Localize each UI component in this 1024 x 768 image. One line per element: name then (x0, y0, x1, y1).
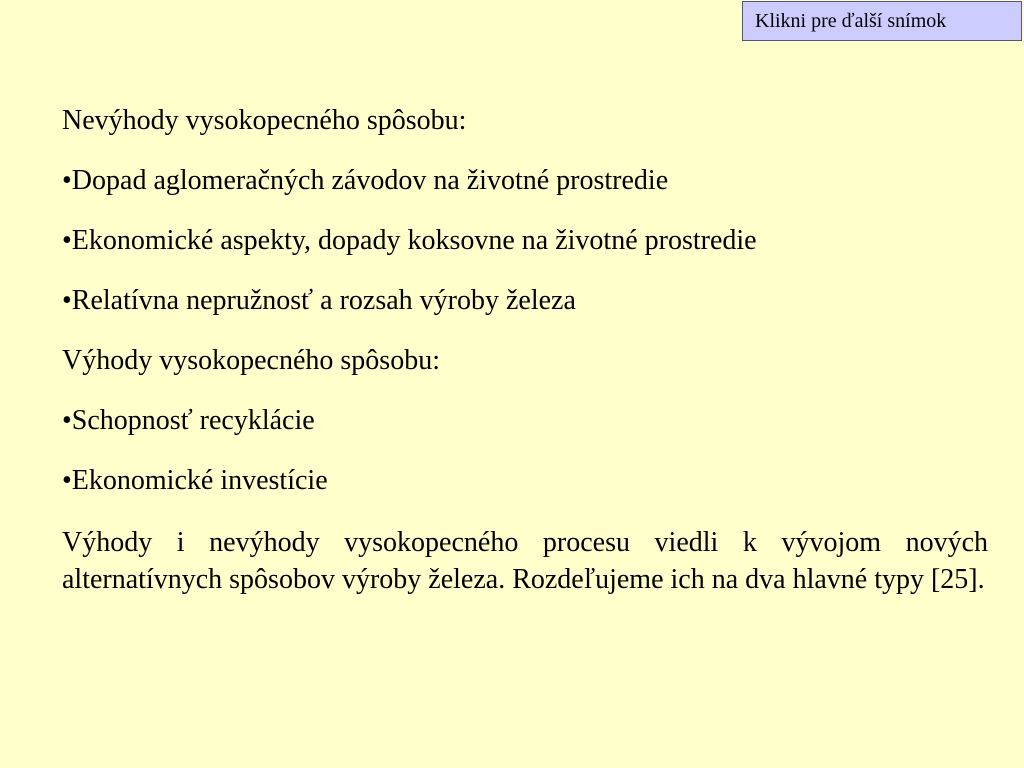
slide-content (62, 104, 988, 598)
disadvantages-heading: Nevýhody vysokopecného spôsobu: (62, 105, 467, 136)
next-slide-button[interactable]: Klikni pre ďalší snímok (742, 1, 1022, 41)
advantage-item-investments: •Ekonomické investície (62, 465, 328, 496)
summary-paragraph: Výhody i nevýhody vysokopecného procesu viedli k vývojom nových alternatívnych spôsobov výroby železa. Rozdeľujeme ich na dva hlavné typy [25]. (62, 527, 988, 595)
disadvantage-item-sintering-plants: •Dopad aglomeračných závodov na životné prostredie (62, 165, 669, 196)
disadvantage-item-coke-plant: •Ekonomické aspekty, dopady koksovne na životné prostredie (62, 225, 757, 256)
advantages-heading: Výhody vysokopecného spôsobu: (62, 345, 440, 376)
disadvantage-item-inflexibility: •Relatívna nepružnosť a rozsah výroby železa (62, 285, 576, 316)
advantage-item-recycling: •Schopnosť recyklácie (62, 405, 315, 436)
